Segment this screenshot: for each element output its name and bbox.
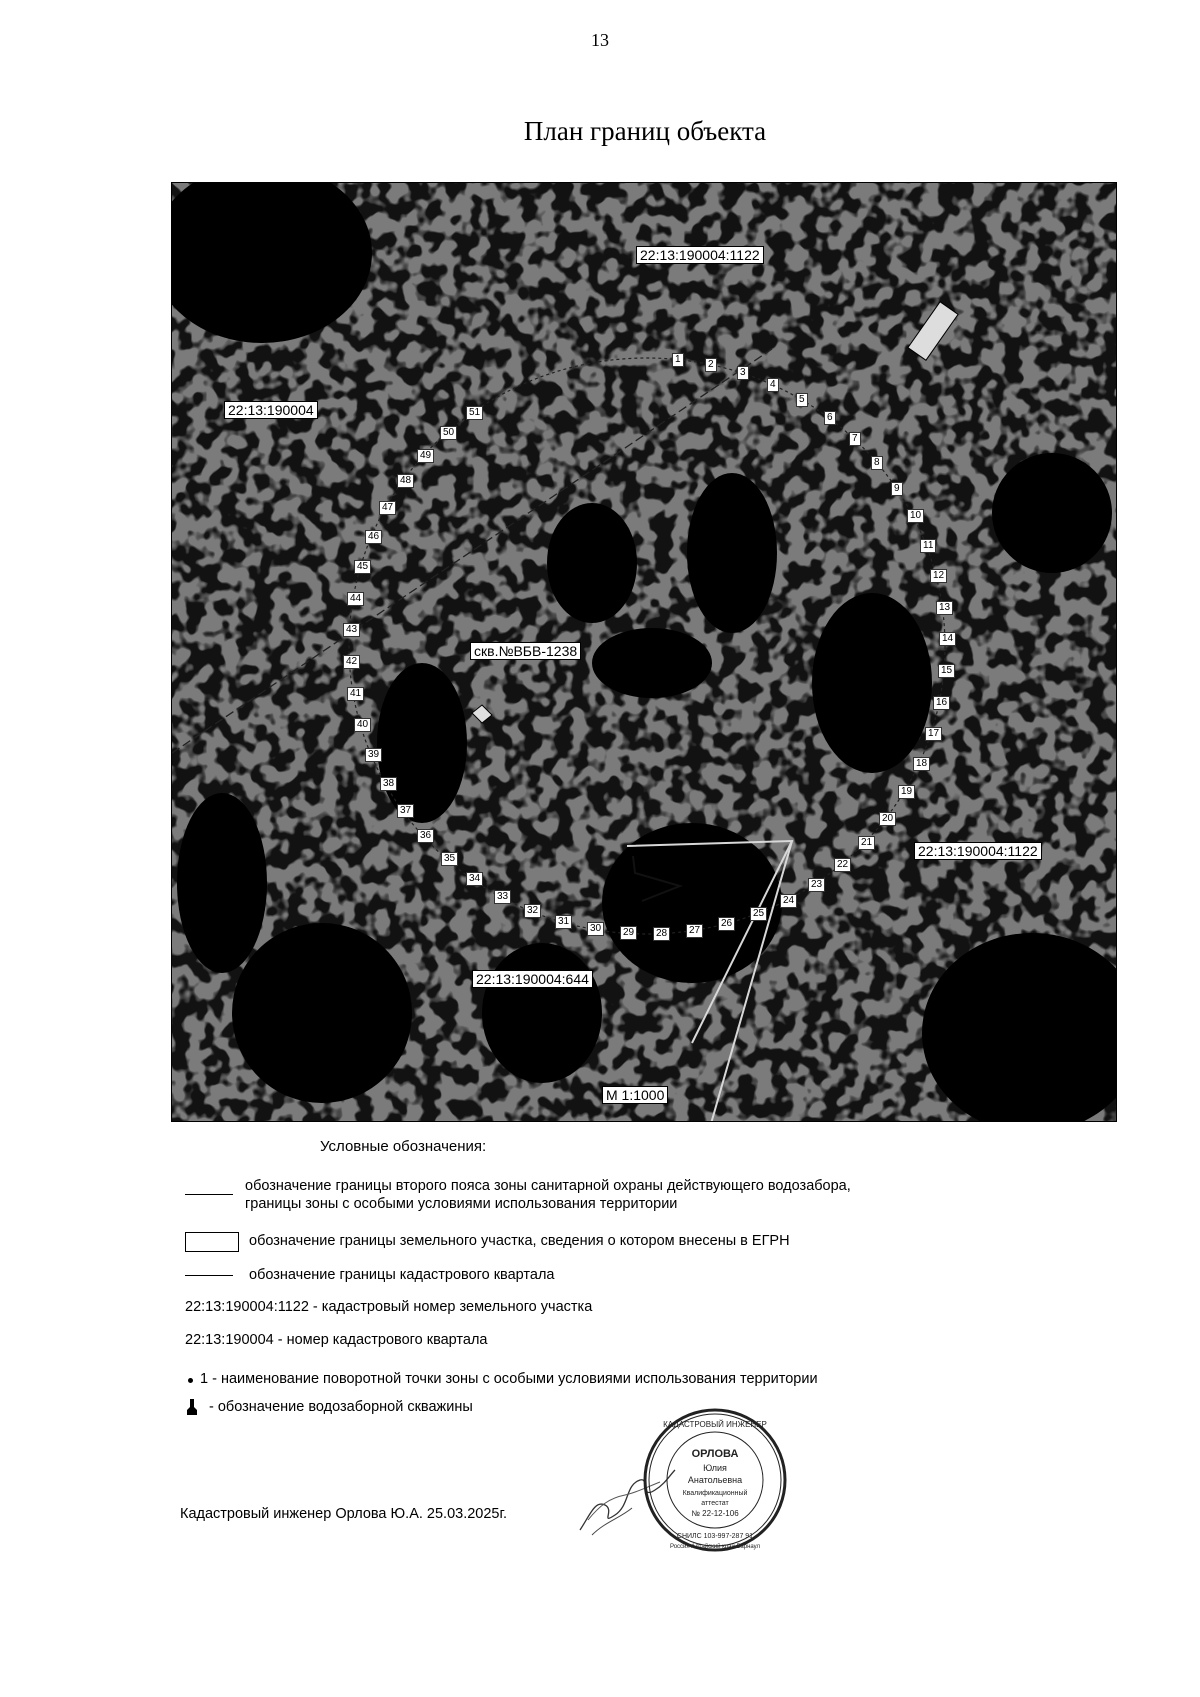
- turning-point-label: 12: [930, 569, 947, 583]
- page-title: План границ объекта: [523, 116, 767, 146]
- turning-point-label: 49: [417, 449, 434, 463]
- svg-text:Квалификационный: Квалификационный: [682, 1490, 748, 1497]
- turning-point-label: 32: [524, 904, 541, 918]
- quarter-label: 22:13:190004: [224, 401, 318, 419]
- svg-text:ОРЛОВА: ОРЛОВА: [691, 1448, 739, 1460]
- turning-point-label: 22: [834, 858, 851, 872]
- map-canvas: [172, 183, 1116, 1121]
- turning-point-label: 4: [767, 378, 779, 392]
- turning-point-label: 44: [347, 592, 364, 606]
- turning-point-label: 40: [354, 718, 371, 732]
- official-stamp: [640, 1405, 790, 1555]
- turning-point-label: 39: [365, 748, 382, 762]
- turning-point-label: 7: [849, 432, 861, 446]
- legend-zone-text-1: обозначение границы второго пояса зоны санитарной охраны действующего водозабора,: [245, 1178, 851, 1194]
- turning-point-label: 46: [365, 530, 382, 544]
- turning-point-label: 47: [379, 501, 396, 515]
- turning-point-label: 36: [417, 829, 434, 843]
- turning-point-label: 27: [686, 924, 703, 938]
- turning-point-label: 6: [824, 411, 836, 425]
- turning-point-label: 5: [796, 393, 808, 407]
- turning-point-label: 19: [898, 785, 915, 799]
- scale-label: М 1:1000: [602, 1086, 668, 1104]
- turning-point-label: 13: [936, 601, 953, 615]
- svg-text:Россия Алтайский край Барнаул: Россия Алтайский край Барнаул: [669, 1544, 761, 1550]
- legend-quarter-number-text: 22:13:190004 - номер кадастрового квартала: [185, 1332, 488, 1348]
- well-label: скв.№ВБВ-1238: [470, 642, 581, 660]
- legend-parcel-box-symbol: [185, 1232, 239, 1252]
- turning-point-label: 1: [672, 353, 684, 367]
- parcel-label-right: 22:13:190004:1122: [914, 842, 1042, 860]
- legend-zone-line-symbol: [185, 1194, 233, 1195]
- turning-point-label: 38: [380, 777, 397, 791]
- turning-point-label: 45: [354, 560, 371, 574]
- turning-point-label: 34: [466, 872, 483, 886]
- turning-point-label: 51: [466, 406, 483, 420]
- legend-parcel-text: обозначение границы земельного участка, сведения о котором внесены в ЕГРН: [249, 1233, 790, 1249]
- turning-point-label: 23: [808, 878, 825, 892]
- turning-point-label: 50: [440, 426, 457, 440]
- turning-point-label: 24: [780, 894, 797, 908]
- turning-point-label: 9: [891, 482, 903, 496]
- svg-text:КАДАСТРОВЫЙ ИНЖЕНЕР: КАДАСТРОВЫЙ ИНЖЕНЕР: [663, 1420, 767, 1429]
- turning-point-label: 41: [347, 687, 364, 701]
- turning-point-label: 30: [587, 922, 604, 936]
- turning-point-label: 37: [397, 804, 414, 818]
- bullet-point-icon: [188, 1378, 193, 1383]
- legend-turning-point-text: 1 - наименование поворотной точки зоны с особыми условиями использования территории: [200, 1371, 818, 1387]
- turning-point-label: 25: [750, 907, 767, 921]
- turning-point-label: 10: [907, 509, 924, 523]
- turning-point-label: 14: [939, 632, 956, 646]
- turning-point-label: 3: [737, 366, 749, 380]
- parcel-644-label: 22:13:190004:644: [472, 970, 593, 988]
- turning-point-label: 48: [397, 474, 414, 488]
- legend-zone-text-2: границы зоны с особыми условиями использования территории: [245, 1196, 678, 1212]
- svg-text:Анатольевна: Анатольевна: [687, 1475, 743, 1485]
- turning-point-label: 2: [705, 358, 717, 372]
- legend-well-text: - обозначение водозаборной скважины: [209, 1399, 473, 1415]
- legend-quarter-line-symbol: [185, 1275, 233, 1276]
- svg-text:Юлия: Юлия: [703, 1463, 727, 1473]
- turning-point-label: 31: [555, 915, 572, 929]
- turning-point-label: 16: [933, 696, 950, 710]
- turning-point-label: 28: [653, 927, 670, 941]
- turning-point-label: 43: [343, 623, 360, 637]
- svg-text:№ 22-12-106: № 22-12-106: [691, 1509, 739, 1518]
- turning-point-label: 42: [343, 655, 360, 669]
- turning-point-label: 21: [858, 836, 875, 850]
- turning-point-label: 29: [620, 926, 637, 940]
- legend-title: Условные обозначения:: [320, 1138, 487, 1155]
- turning-point-label: 8: [871, 456, 883, 470]
- well-icon: [185, 1398, 199, 1416]
- svg-text:СНИЛС 103-997-287 91: СНИЛС 103-997-287 91: [676, 1533, 754, 1540]
- legend-cadastral-number-text: 22:13:190004:1122 - кадастровый номер земельного участка: [185, 1299, 593, 1315]
- svg-text:аттестат: аттестат: [701, 1500, 729, 1507]
- legend-quarter-text: обозначение границы кадастрового квартала: [249, 1267, 555, 1283]
- turning-point-label: 35: [441, 852, 458, 866]
- turning-point-label: 18: [913, 757, 930, 771]
- turning-point-label: 11: [920, 539, 936, 553]
- turning-point-label: 26: [718, 917, 735, 931]
- page-number: 13: [591, 30, 609, 50]
- parcel-label-top: 22:13:190004:1122: [636, 246, 764, 264]
- turning-point-label: 33: [494, 890, 511, 904]
- turning-point-label: 17: [925, 727, 942, 741]
- signature-line: Кадастровый инженер Орлова Ю.А. 25.03.2025г.: [180, 1506, 508, 1522]
- turning-point-label: 15: [938, 664, 955, 678]
- map-frame: [171, 182, 1117, 1122]
- turning-point-label: 20: [879, 812, 896, 826]
